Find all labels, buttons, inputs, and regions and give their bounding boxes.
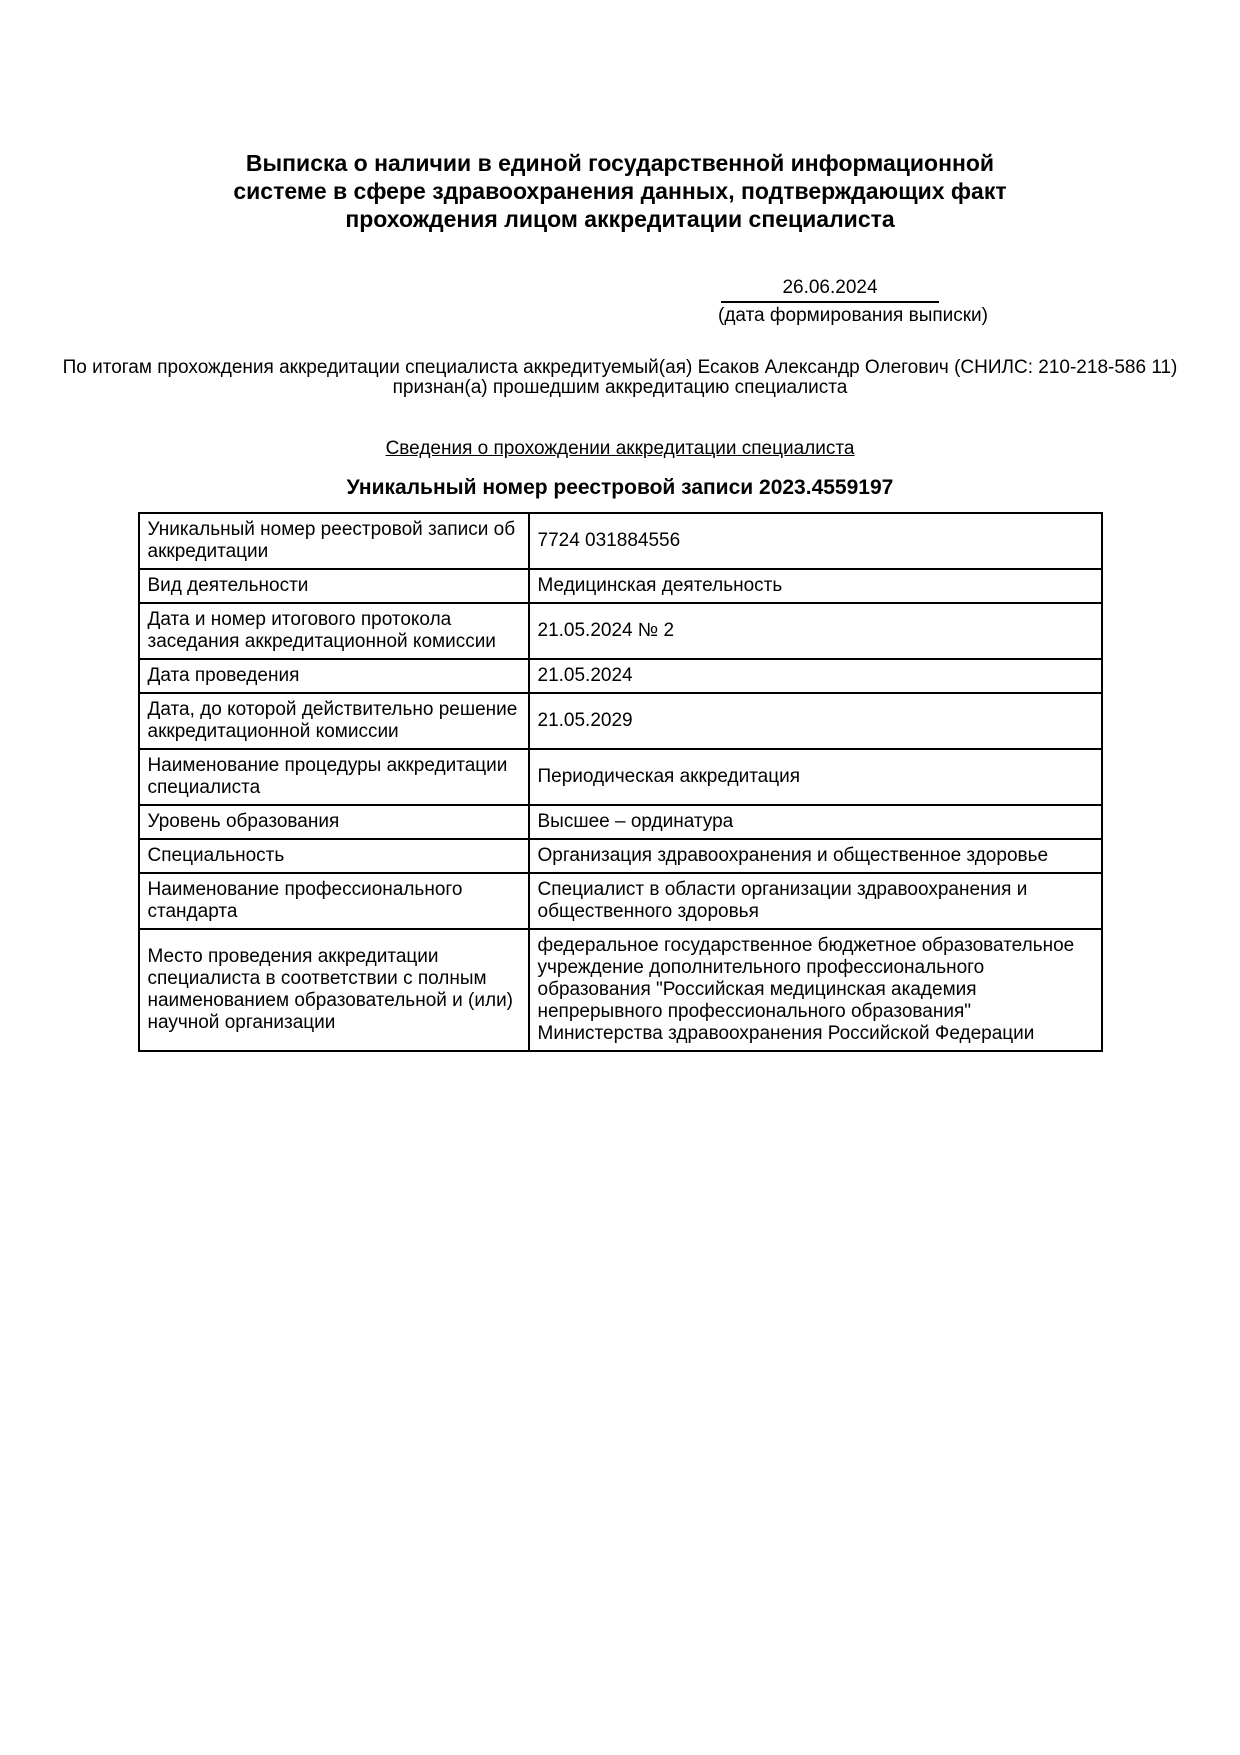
extract-date-block xyxy=(718,277,988,326)
section-heading: Сведения о прохождении аккредитации специалиста xyxy=(385,438,855,459)
table-row xyxy=(139,749,1102,805)
document-title-line: прохождения лицом аккредитации специалиста xyxy=(345,206,895,232)
document-title-line: системе в сфере здравоохранения данных, подтверждающих факт xyxy=(233,178,1007,204)
field-label-cell: Дата, до которой действительно решение аккредитационной комиссии xyxy=(139,693,529,749)
registry-number-heading: Уникальный номер реестровой записи 2023.4559197 xyxy=(346,476,894,499)
field-label-cell: Место проведения аккредитации специалиста в соответствии с полным наименованием образовательной и (или) научной организации xyxy=(139,929,529,1051)
accreditation-statement-line: По итогам прохождения аккредитации специалиста аккредитуемый(ая) Есаков Александр Олегович (СНИЛС: 210-218-586 11) xyxy=(62,357,1178,378)
field-value-cell: Организация здравоохранения и общественное здоровье xyxy=(529,839,1102,873)
field-value-cell: 21.05.2024 xyxy=(529,659,1102,693)
extract-date-caption: (дата формирования выписки) xyxy=(718,305,988,326)
field-value-cell: Периодическая аккредитация xyxy=(529,749,1102,805)
field-label-cell: Специальность xyxy=(139,839,529,873)
accreditation-statement xyxy=(0,358,1240,398)
field-label-cell: Дата и номер итогового протокола заседания аккредитационной комиссии xyxy=(139,603,529,659)
table-row xyxy=(139,659,1102,693)
field-label-cell: Уровень образования xyxy=(139,805,529,839)
table-row xyxy=(139,929,1102,1051)
field-label-cell: Дата проведения xyxy=(139,659,529,693)
table-row xyxy=(139,839,1102,873)
table-row xyxy=(139,873,1102,929)
field-value-cell: 21.05.2029 xyxy=(529,693,1102,749)
table-row xyxy=(139,569,1102,603)
field-label-cell: Наименование процедуры аккредитации специалиста xyxy=(139,749,529,805)
field-value-cell: Специалист в области организации здравоохранения и общественного здоровья xyxy=(529,873,1102,929)
table-row xyxy=(139,805,1102,839)
table-row xyxy=(139,603,1102,659)
table-row xyxy=(139,513,1102,569)
field-value-cell: Высшее – ординатура xyxy=(529,805,1102,839)
field-value-cell: 21.05.2024 № 2 xyxy=(529,603,1102,659)
field-label-cell: Уникальный номер реестровой записи об аккредитации xyxy=(139,513,529,569)
field-value-cell: 7724 031884556 xyxy=(529,513,1102,569)
field-value-cell: Медицинская деятельность xyxy=(529,569,1102,603)
document-title-line: Выписка о наличии в единой государственной информационной xyxy=(245,150,995,176)
table-row xyxy=(139,693,1102,749)
accreditation-details-table xyxy=(138,512,1103,1052)
field-label-cell: Вид деятельности xyxy=(139,569,529,603)
extract-date-value: 26.06.2024 xyxy=(721,277,939,303)
accreditation-statement-line: признан(а) прошедшим аккредитацию специалиста xyxy=(392,377,848,398)
field-label-cell: Наименование профессионального стандарта xyxy=(139,873,529,929)
document-title xyxy=(0,149,1240,233)
field-value-cell: федеральное государственное бюджетное образовательное учреждение дополнительного профессионального образования "Российская медицинская академия непрерывного профессионального образования" Министерства здравоохранения Российской Федерации xyxy=(529,929,1102,1051)
